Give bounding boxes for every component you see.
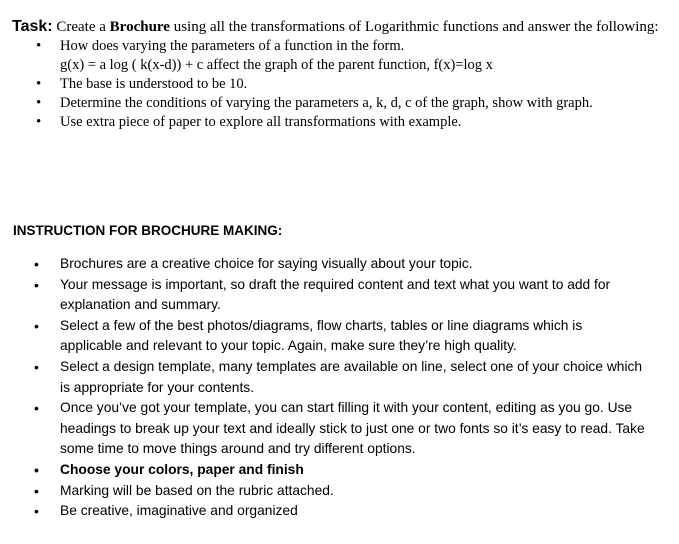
instruction-list <box>34 254 645 522</box>
task-bullet-item <box>36 113 672 132</box>
bullet-icon: • <box>36 38 42 54</box>
instruction-text: Marking will be based on the rubric attached. <box>60 482 334 498</box>
task-intro-after: using all the transformations of Logarithmic functions and answer the following: <box>169 19 659 35</box>
bullet-icon: • <box>34 256 39 272</box>
task-bullet-text: The base is understood to be 10. <box>60 76 248 92</box>
instruction-item <box>34 275 645 316</box>
task-intro-bold: Brochure <box>109 19 170 35</box>
bullet-icon: • <box>34 276 39 293</box>
task-intro <box>12 17 672 37</box>
task-bullet-item <box>36 75 672 94</box>
task-section <box>12 17 672 132</box>
instruction-text: Once you’ve got your template, you can start filling it with your content, editing as you go. Use headings to break up your text and ideally stick to just one or two fonts so it’s easy to read. Take some time to move things around and try different options. <box>60 400 645 457</box>
bullet-icon: • <box>36 95 42 111</box>
bullet-icon: • <box>34 482 39 499</box>
bullet-icon: • <box>34 503 39 520</box>
instruction-item-emphasis <box>34 460 645 481</box>
bullet-icon: • <box>34 317 39 334</box>
task-label: Task: <box>12 18 53 35</box>
task-bullet-text: Determine the conditions of varying the parameters a, k, d, c of the graph, show with graph. <box>60 95 593 111</box>
instruction-text: Select a few of the best photos/diagrams, flow charts, tables or line diagrams which is applicable and relevant to your topic. Again, make sure they’re high quality. <box>60 317 583 354</box>
task-bullet-list <box>12 37 672 132</box>
instruction-text: Choose your colors, paper and finish <box>60 461 304 477</box>
instruction-text: Your message is important, so draft the required content and text what you want to add for explanation and summary. <box>60 276 611 313</box>
instruction-text: Select a design template, many templates are available on line, select one of your choice which is appropriate for your contents. <box>60 358 643 395</box>
instruction-item <box>34 357 645 398</box>
instruction-text: Brochures are a creative choice for saying visually about your topic. <box>60 256 473 271</box>
task-bullet-text: Use extra piece of paper to explore all transformations with example. <box>60 114 462 130</box>
task-bullet-item <box>36 94 672 113</box>
instruction-item <box>34 254 645 275</box>
task-intro-before: Create a <box>52 19 110 35</box>
instruction-item <box>34 481 645 502</box>
instruction-heading: INSTRUCTION FOR BROCHURE MAKING: <box>13 223 283 238</box>
instruction-item <box>34 316 645 357</box>
bullet-icon: • <box>36 76 42 92</box>
instruction-text: Be creative, imaginative and organized <box>60 503 298 519</box>
task-bullet-text: How does varying the parameters of a function in the form. <box>60 38 405 54</box>
instruction-item <box>34 398 645 460</box>
bullet-icon: • <box>34 358 39 375</box>
instruction-item <box>34 501 645 522</box>
task-bullet-item <box>36 37 672 75</box>
task-bullet-formula: g(x) = a log ( k(x-d)) + c affect the graph of the parent function, f(x)=log x <box>60 57 493 73</box>
bullet-icon: • <box>34 461 39 478</box>
bullet-icon: • <box>36 114 42 130</box>
bullet-icon: • <box>34 400 39 417</box>
